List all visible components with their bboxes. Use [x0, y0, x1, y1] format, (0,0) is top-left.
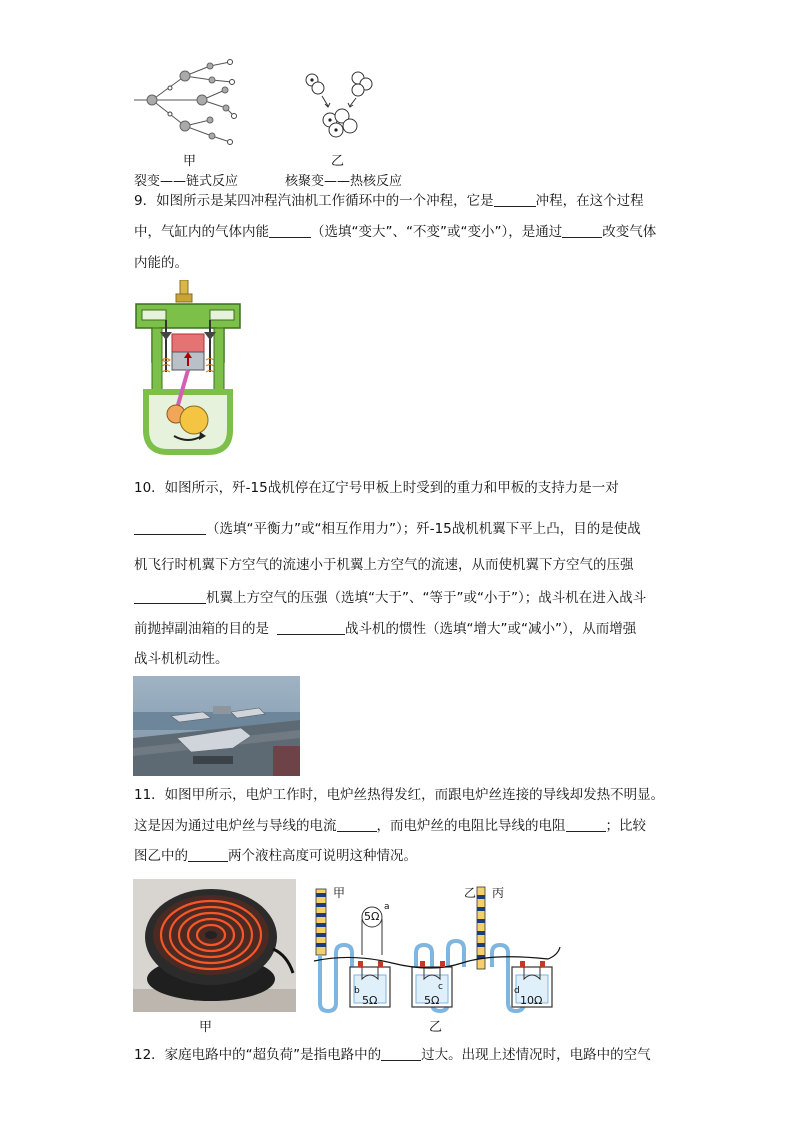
q10-text: 战斗机的惯性（选填“增大”或“减小”），从而增强 [345, 621, 637, 637]
tube-bing-label: 丙 [492, 886, 505, 900]
q10-blank-inertia [277, 620, 345, 635]
q11-blank-current [337, 817, 377, 832]
q9-line3: 内能的。 [134, 255, 188, 271]
q9-blank-method [562, 223, 602, 238]
q11-text: ，而电炉丝的电阻比导线的电阻 [376, 818, 566, 834]
tube-jia-label: 甲 [333, 886, 346, 900]
q11-line3 [134, 846, 417, 866]
engine-cylinder-figure [132, 280, 244, 458]
q9-text: （选填“变大”、“不变”或“变小”），是通过 [311, 224, 563, 240]
q11-line1: 11．如图甲所示，电炉工作时，电炉丝热得发红，而跟电炉丝连接的导线却发热不明显。 [134, 787, 665, 803]
q9-text: 冲程，在这个过程 [535, 193, 644, 209]
fission-diagram [130, 58, 240, 148]
label-c: c [438, 982, 443, 992]
resistor-3-label: 10Ω [520, 994, 543, 1007]
q9-text: 改变气体 [602, 224, 657, 240]
q9-text: 9．如图所示是某四冲程汽油机工作循环中的一个冲程，它是 [134, 193, 494, 209]
q11-text: ；比较 [605, 818, 646, 834]
label-b: b [354, 986, 360, 996]
q11-text: 这是因为通过电炉丝与导线的电流 [134, 818, 337, 834]
aircraft-carrier-photo [133, 676, 300, 776]
resistor-2-label: 5Ω [424, 994, 440, 1007]
q10-line2 [134, 519, 641, 539]
fig-jia-caption: 甲 [199, 1020, 213, 1035]
tube-yi-label: 乙 [464, 886, 477, 900]
q10-text: （选填“平衡力”或“相互作用力”）；歼-15战机机翼下平上凸，目的是使战 [206, 521, 641, 537]
q9-blank-stroke [494, 192, 536, 207]
q10-text: 前抛掉副油箱的目的是 [134, 621, 269, 637]
top-resistor-label: 5Ω [364, 910, 380, 923]
q10-line5 [134, 619, 636, 639]
q10-blank-pressure [134, 589, 206, 604]
q11-line2 [134, 816, 646, 836]
fusion-caption: 核聚变——热核反应 [285, 174, 403, 189]
electric-stove-photo [133, 879, 296, 1012]
q10-line1: 10．如图所示，歼-15战机停在辽宁号甲板上时受到的重力和甲板的支持力是一对 [134, 480, 619, 496]
q11-blank-columns [188, 847, 228, 862]
q10-line3: 机飞行时机翼下方空气的流速小于机翼上方空气的流速，从而使机翼下方空气的压强 [134, 557, 634, 573]
q10-line4 [134, 588, 646, 608]
q12-line1 [134, 1045, 651, 1065]
q12-text: 12．家庭电路中的“超负荷”是指电路中的 [134, 1047, 382, 1063]
q10-line6: 战斗机机动性。 [134, 651, 229, 667]
q11-text: 两个液柱高度可说明这种情况。 [228, 848, 417, 864]
q12-text: 过大。出现上述情况时，电路中的空气 [421, 1047, 651, 1063]
q9-blank-energy [269, 223, 311, 238]
q9-text: 中，气缸内的气体内能 [134, 224, 269, 240]
q10-text: 机翼上方空气的压强（选填“大于”、“等于”或“小于”）；战斗机在进入战斗 [206, 590, 647, 606]
q12-blank-current [381, 1046, 421, 1061]
resistor-1-label: 5Ω [362, 994, 378, 1007]
q9-line2 [134, 222, 656, 242]
fission-caption: 裂变——链式反应 [134, 174, 239, 189]
fig-yi-caption: 乙 [429, 1020, 443, 1035]
q9-line1 [134, 191, 644, 211]
q11-text: 图乙中的 [134, 848, 188, 864]
label-d: d [514, 986, 520, 996]
q10-blank-force [134, 520, 206, 535]
fusion-label: 乙 [331, 154, 345, 169]
fusion-diagram [300, 70, 380, 140]
fission-label: 甲 [183, 154, 197, 169]
label-a: a [384, 902, 390, 912]
q11-blank-resistance [566, 817, 606, 832]
